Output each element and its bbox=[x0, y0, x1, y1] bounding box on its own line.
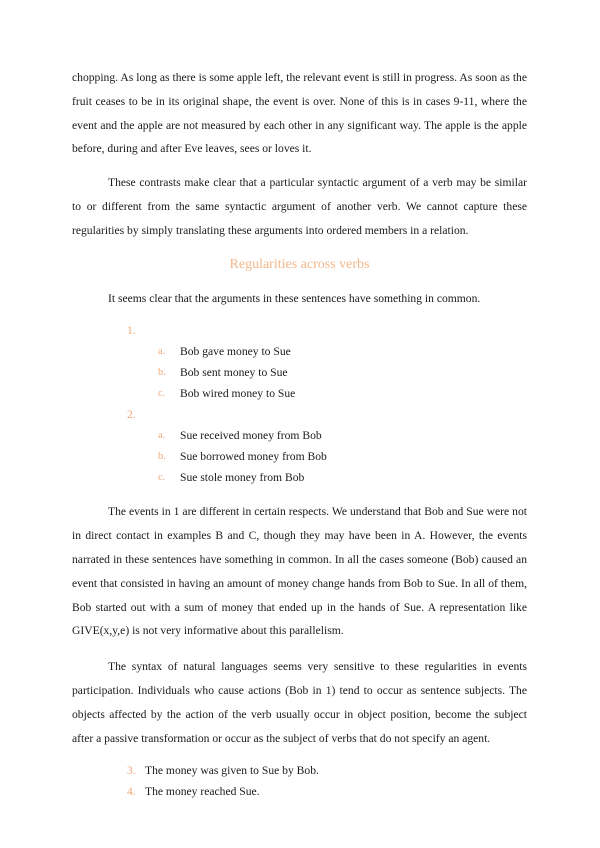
list-item bbox=[72, 781, 527, 802]
item-text: Bob wired money to Sue bbox=[180, 387, 296, 401]
list-item bbox=[72, 341, 527, 362]
document-page bbox=[72, 66, 527, 802]
example-2 bbox=[72, 404, 527, 488]
item-text: Sue stole money from Bob bbox=[180, 471, 305, 485]
section-heading: Regularities across verbs bbox=[229, 256, 370, 272]
paragraph-arguments-common: It seems clear that the arguments in these sentences have something in common. bbox=[108, 291, 481, 305]
item-text: The money was given to Sue by Bob. bbox=[145, 764, 319, 778]
item-text: Sue received money from Bob bbox=[180, 429, 322, 443]
example-number: 2. bbox=[127, 408, 136, 422]
item-label: a. bbox=[158, 430, 166, 442]
list-item bbox=[72, 446, 527, 467]
paragraph-events-differ: The events in 1 are different in certain respects. We understand that Bob and Sue were not in direct contact in examples B and C, though they may have been in A. However, the events narrated in these sentences have something in common. In all the cases someone (Bob) caused an event that consisted in having an amount of money change hands from Bob to Sue. In all of them, Bob started out with a sum of money that ended up in the hands of Sue. A representation like GIVE(x,y,e) is not very informative about this parallelism. bbox=[72, 505, 527, 638]
example-1 bbox=[72, 320, 527, 404]
list-item bbox=[72, 362, 527, 383]
example-number: 1. bbox=[127, 324, 136, 338]
item-text: Sue borrowed money from Bob bbox=[180, 450, 327, 464]
item-text: Bob sent money to Sue bbox=[180, 366, 288, 380]
example-3-4 bbox=[72, 760, 527, 802]
paragraph-syntax: The syntax of natural languages seems very sensitive to these regularities in events participation. Individuals who cause actions (Bob in 1) tend to occur as sentence subjects. The objects affected by the action of the verb usually occur in object position, become the subject after a passive transformation or occur as the subject of verbs that do not specify an agent. bbox=[72, 660, 527, 745]
item-label: c. bbox=[158, 388, 166, 400]
item-label: b. bbox=[158, 367, 166, 379]
item-text: Bob gave money to Sue bbox=[180, 345, 291, 359]
item-label: b. bbox=[158, 451, 166, 463]
item-label: c. bbox=[158, 472, 166, 484]
list-item bbox=[72, 425, 527, 446]
paragraph-chopping: chopping. As long as there is some apple left, the relevant event is still in progress. As soon as the fruit ceases to be in its original shape, the event is over. None of this is in cases 9-11, where the event and the apple are not measured by each other in any significant way. The apple is the apple before, during and after Eve leaves, sees or loves it. bbox=[72, 71, 527, 156]
list-item bbox=[72, 383, 527, 404]
item-text: The money reached Sue. bbox=[145, 785, 260, 799]
example-number: 4. bbox=[127, 785, 136, 799]
list-item bbox=[72, 760, 527, 781]
paragraph-contrasts: These contrasts make clear that a particular syntactic argument of a verb may be similar to or different from the same syntactic argument of another verb. We cannot capture these regularities by simply translating these arguments into ordered members in a relation. bbox=[72, 176, 527, 237]
list-item bbox=[72, 467, 527, 488]
item-label: a. bbox=[158, 346, 166, 358]
example-number: 3. bbox=[127, 764, 136, 778]
